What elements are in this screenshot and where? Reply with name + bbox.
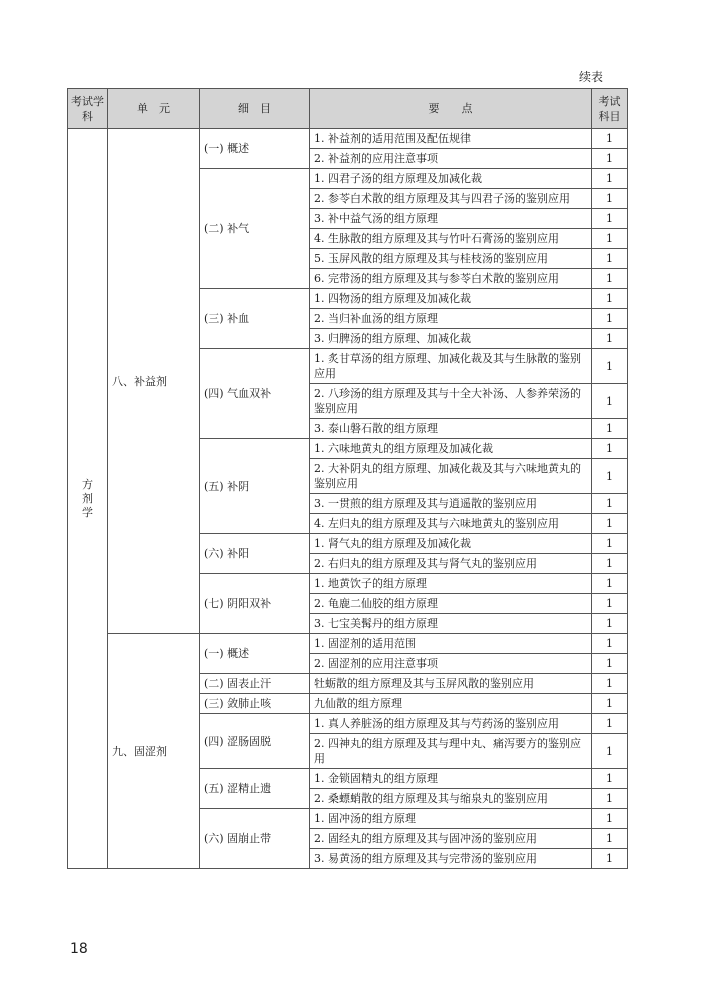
item-cell: (三) 敛肺止咳 (200, 694, 310, 714)
item-cell: (五) 涩精止遗 (200, 769, 310, 809)
continued-label: 续表 (579, 70, 604, 84)
item-cell: (四) 涩肠固脱 (200, 714, 310, 769)
hours-cell: 1 (592, 829, 628, 849)
point-cell: 3. 七宝美髯丹的组方原理 (310, 614, 592, 634)
page-number: 18 (70, 941, 88, 957)
hours-cell: 1 (592, 849, 628, 869)
header-item: 细 目 (200, 89, 310, 129)
table-header-row (68, 89, 628, 129)
item-cell: (六) 补阳 (200, 534, 310, 574)
unit-cell: 八、补益剂 (108, 129, 200, 634)
point-cell: 3. 易黄汤的组方原理及其与完带汤的鉴别应用 (310, 849, 592, 869)
hours-cell: 1 (592, 349, 628, 384)
point-cell: 1. 四物汤的组方原理及加减化裁 (310, 289, 592, 309)
point-cell: 2. 右归丸的组方原理及其与肾气丸的鉴别应用 (310, 554, 592, 574)
hours-cell: 1 (592, 534, 628, 554)
point-cell: 2. 补益剂的应用注意事项 (310, 149, 592, 169)
point-cell: 2. 四神丸的组方原理及其与理中丸、痛泻要方的鉴别应用 (310, 734, 592, 769)
hours-cell: 1 (592, 694, 628, 714)
item-cell: (三) 补血 (200, 289, 310, 349)
point-cell: 2. 大补阴丸的组方原理、加减化裁及其与六味地黄丸的鉴别应用 (310, 459, 592, 494)
point-cell: 2. 参苓白术散的组方原理及其与四君子汤的鉴别应用 (310, 189, 592, 209)
point-cell: 3. 一贯煎的组方原理及其与逍遥散的鉴别应用 (310, 494, 592, 514)
item-cell: (六) 固崩止带 (200, 809, 310, 869)
point-cell: 2. 龟鹿二仙胶的组方原理 (310, 594, 592, 614)
point-cell: 2. 当归补血汤的组方原理 (310, 309, 592, 329)
point-cell: 6. 完带汤的组方原理及其与参苓白术散的鉴别应用 (310, 269, 592, 289)
hours-cell: 1 (592, 209, 628, 229)
hours-cell: 1 (592, 439, 628, 459)
point-cell: 1. 六味地黄丸的组方原理及加减化裁 (310, 439, 592, 459)
header-hours: 考试科目 (592, 89, 628, 129)
point-cell: 1. 补益剂的适用范围及配伍规律 (310, 129, 592, 149)
hours-cell: 1 (592, 129, 628, 149)
hours-cell: 1 (592, 189, 628, 209)
table-row (68, 634, 628, 654)
point-cell: 2. 固经丸的组方原理及其与固冲汤的鉴别应用 (310, 829, 592, 849)
hours-cell: 1 (592, 769, 628, 789)
point-cell: 2. 桑螵蛸散的组方原理及其与缩泉丸的鉴别应用 (310, 789, 592, 809)
hours-cell: 1 (592, 384, 628, 419)
hours-cell: 1 (592, 809, 628, 829)
point-cell: 1. 真人养脏汤的组方原理及其与芍药汤的鉴别应用 (310, 714, 592, 734)
point-cell: 5. 玉屏风散的组方原理及其与桂枝汤的鉴别应用 (310, 249, 592, 269)
point-cell: 1. 四君子汤的组方原理及加减化裁 (310, 169, 592, 189)
hours-cell: 1 (592, 269, 628, 289)
hours-cell: 1 (592, 229, 628, 249)
hours-cell: 1 (592, 674, 628, 694)
hours-cell: 1 (592, 714, 628, 734)
header-unit: 单 元 (108, 89, 200, 129)
item-cell: (七) 阴阳双补 (200, 574, 310, 634)
table-body (68, 129, 628, 869)
point-cell: 1. 肾气丸的组方原理及加减化裁 (310, 534, 592, 554)
point-cell: 2. 固涩剂的应用注意事项 (310, 654, 592, 674)
point-cell: 1. 金锁固精丸的组方原理 (310, 769, 592, 789)
hours-cell: 1 (592, 459, 628, 494)
hours-cell: 1 (592, 309, 628, 329)
point-cell: 1. 固涩剂的适用范围 (310, 634, 592, 654)
point-cell: 3. 补中益气汤的组方原理 (310, 209, 592, 229)
hours-cell: 1 (592, 554, 628, 574)
point-cell: 1. 地黄饮子的组方原理 (310, 574, 592, 594)
hours-cell: 1 (592, 594, 628, 614)
point-cell: 牡蛎散的组方原理及其与玉屏风散的鉴别应用 (310, 674, 592, 694)
point-cell: 1. 固冲汤的组方原理 (310, 809, 592, 829)
hours-cell: 1 (592, 149, 628, 169)
hours-cell: 1 (592, 494, 628, 514)
item-cell: (二) 补气 (200, 169, 310, 289)
subject-label: 方剂学 (82, 477, 93, 519)
point-cell: 3. 归脾汤的组方原理、加减化裁 (310, 329, 592, 349)
hours-cell: 1 (592, 634, 628, 654)
hours-cell: 1 (592, 329, 628, 349)
item-cell: (四) 气血双补 (200, 349, 310, 439)
hours-cell: 1 (592, 419, 628, 439)
hours-cell: 1 (592, 734, 628, 769)
hours-cell: 1 (592, 789, 628, 809)
header-subject: 考试学科 (68, 89, 108, 129)
item-cell: (一) 概述 (200, 129, 310, 169)
syllabus-table (67, 88, 628, 869)
point-cell: 九仙散的组方原理 (310, 694, 592, 714)
hours-cell: 1 (592, 574, 628, 594)
table-row (68, 129, 628, 149)
point-cell: 3. 泰山磐石散的组方原理 (310, 419, 592, 439)
point-cell: 4. 生脉散的组方原理及其与竹叶石膏汤的鉴别应用 (310, 229, 592, 249)
hours-cell: 1 (592, 614, 628, 634)
point-cell: 4. 左归丸的组方原理及其与六味地黄丸的鉴别应用 (310, 514, 592, 534)
hours-cell: 1 (592, 654, 628, 674)
header-points: 要 点 (310, 89, 592, 129)
hours-cell: 1 (592, 289, 628, 309)
item-cell: (二) 固表止汗 (200, 674, 310, 694)
point-cell: 2. 八珍汤的组方原理及其与十全大补汤、人参养荣汤的鉴别应用 (310, 384, 592, 419)
item-cell: (五) 补阴 (200, 439, 310, 534)
subject-cell (68, 129, 108, 869)
hours-cell: 1 (592, 249, 628, 269)
hours-cell: 1 (592, 169, 628, 189)
unit-cell: 九、固涩剂 (108, 634, 200, 869)
hours-cell: 1 (592, 514, 628, 534)
point-cell: 1. 炙甘草汤的组方原理、加减化裁及其与生脉散的鉴别应用 (310, 349, 592, 384)
item-cell: (一) 概述 (200, 634, 310, 674)
